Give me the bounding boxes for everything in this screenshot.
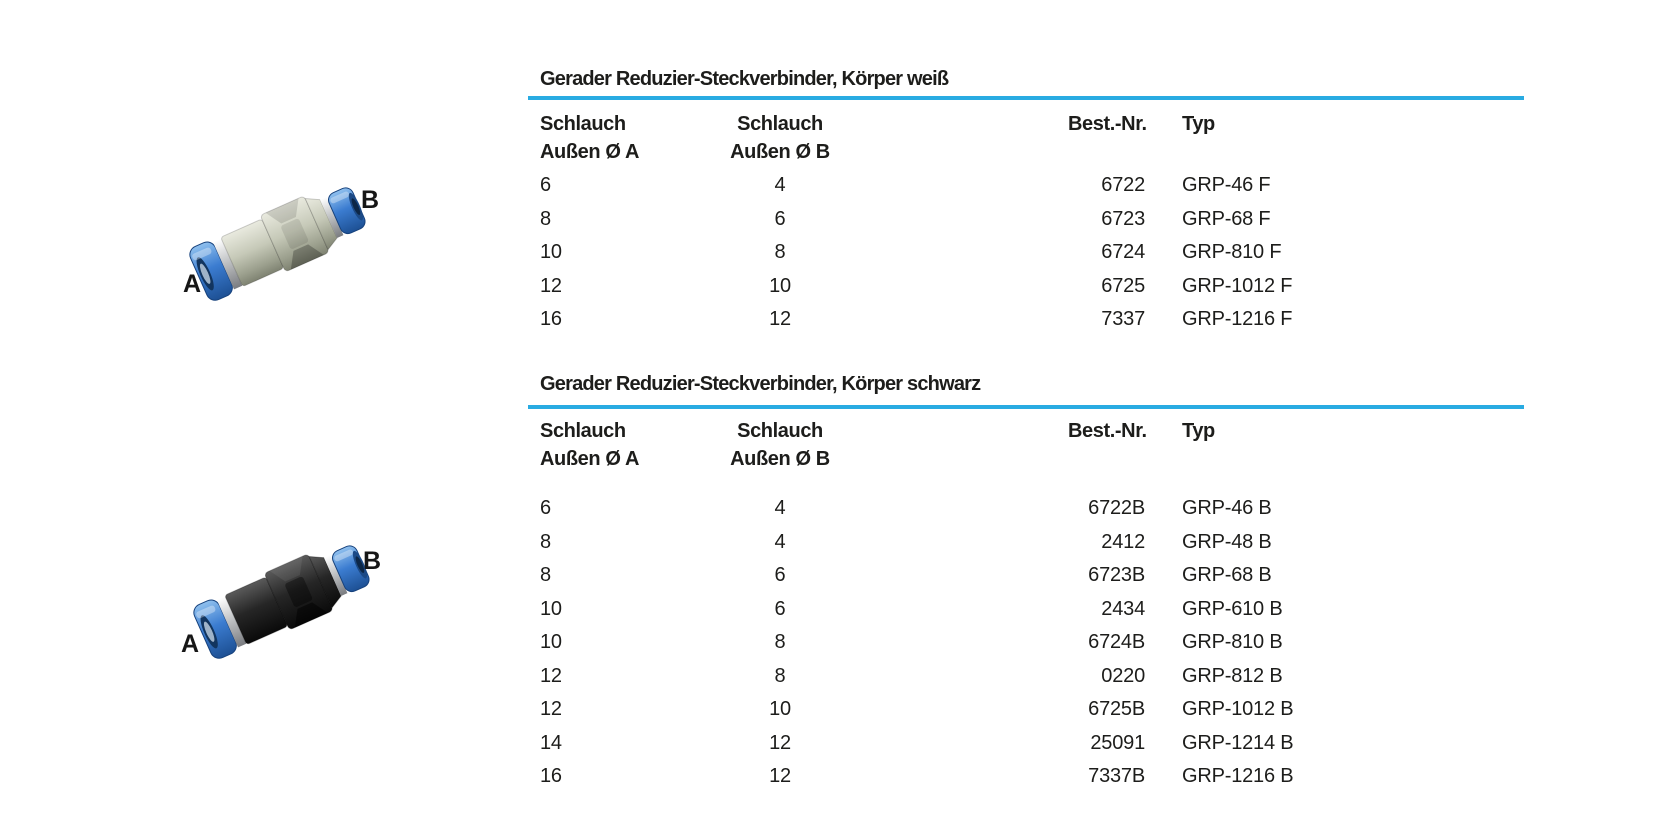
accent-rule bbox=[528, 96, 1524, 100]
cell-schlauch-aussen-b: 10 bbox=[769, 274, 791, 297]
table-title: Gerader Reduzier-Steckverbinder, Körper schwarz bbox=[540, 373, 981, 395]
black-connector-end-b-label: B bbox=[363, 547, 382, 575]
white-connector-end-a-label: A bbox=[183, 270, 202, 298]
cell-schlauch-aussen-a: 10 bbox=[540, 241, 562, 263]
cell-bestnr: 0220 bbox=[1101, 664, 1145, 687]
cell-schlauch-aussen-b: 8 bbox=[774, 631, 786, 653]
cell-typ: GRP-812 B bbox=[1182, 664, 1283, 687]
cell-schlauch-aussen-b: 6 bbox=[774, 597, 786, 620]
table-row bbox=[528, 727, 1524, 761]
cell-schlauch-aussen-b: 10 bbox=[769, 698, 791, 720]
cell-schlauch-aussen-a: 14 bbox=[540, 731, 562, 754]
cell-schlauch-aussen-b: 4 bbox=[774, 497, 786, 519]
cell-typ: GRP-610 B bbox=[1182, 597, 1283, 620]
cell-bestnr: 6722 bbox=[1101, 174, 1145, 196]
table-row bbox=[528, 492, 1524, 526]
cell-schlauch-aussen-b: 12 bbox=[769, 731, 791, 754]
cell-bestnr: 2434 bbox=[1101, 597, 1145, 620]
cell-typ: GRP-48 B bbox=[1182, 530, 1272, 553]
cell-bestnr: 7337 bbox=[1101, 308, 1145, 330]
cell-schlauch-aussen-a: 12 bbox=[540, 274, 562, 297]
cell-bestnr: 6724 bbox=[1101, 241, 1145, 263]
cell-schlauch-aussen-b: 4 bbox=[774, 530, 786, 553]
table-row bbox=[528, 236, 1524, 270]
cell-schlauch-aussen-a: 12 bbox=[540, 664, 562, 687]
column-header-schlauch-b: Schlauch Außen Ø B bbox=[730, 113, 830, 163]
cell-schlauch-aussen-b: 8 bbox=[774, 664, 786, 687]
cell-bestnr: 6725B bbox=[1088, 698, 1145, 720]
table-title: Gerader Reduzier-Steckverbinder, Körper weiß bbox=[540, 68, 949, 90]
product-photo-black-connector bbox=[187, 527, 383, 669]
cell-schlauch-aussen-a: 8 bbox=[540, 207, 551, 230]
column-header-bestnr: Best.-Nr. bbox=[1068, 113, 1147, 135]
cell-schlauch-aussen-a: 8 bbox=[540, 530, 551, 553]
cell-bestnr: 25091 bbox=[1090, 731, 1145, 754]
cell-schlauch-aussen-a: 10 bbox=[540, 597, 562, 620]
black-connector-illustration bbox=[187, 527, 383, 669]
table-row bbox=[528, 693, 1524, 727]
cell-bestnr: 6723 bbox=[1101, 207, 1145, 230]
table-row bbox=[528, 559, 1524, 593]
column-header-typ: Typ bbox=[1182, 113, 1215, 135]
cell-schlauch-aussen-b: 8 bbox=[774, 241, 786, 263]
table-section-koerper-weiss bbox=[528, 63, 1524, 363]
cell-typ: GRP-1216 B bbox=[1182, 765, 1294, 787]
table-row bbox=[528, 626, 1524, 660]
cell-typ: GRP-46 F bbox=[1182, 174, 1271, 196]
column-header-typ: Typ bbox=[1182, 420, 1215, 442]
cell-schlauch-aussen-b: 6 bbox=[774, 207, 786, 230]
cell-schlauch-aussen-a: 6 bbox=[540, 174, 551, 196]
column-header-schlauch-a: Schlauch Außen Ø A bbox=[540, 113, 639, 163]
accent-rule bbox=[528, 405, 1524, 409]
cell-bestnr: 6722B bbox=[1088, 497, 1145, 519]
cell-schlauch-aussen-b: 4 bbox=[774, 174, 786, 196]
cell-schlauch-aussen-a: 12 bbox=[540, 698, 562, 720]
cell-typ: GRP-46 B bbox=[1182, 497, 1272, 519]
cell-typ: GRP-1214 B bbox=[1182, 731, 1294, 754]
table-row bbox=[528, 270, 1524, 304]
black-connector-end-a-label: A bbox=[181, 630, 200, 658]
cell-schlauch-aussen-b: 12 bbox=[769, 765, 791, 787]
table-section-koerper-schwarz bbox=[528, 368, 1524, 808]
cell-schlauch-aussen-b: 12 bbox=[769, 308, 791, 330]
cell-bestnr: 6724B bbox=[1088, 631, 1145, 653]
cell-typ: GRP-68 F bbox=[1182, 207, 1271, 230]
column-header-schlauch-b: Schlauch Außen Ø B bbox=[730, 420, 830, 470]
cell-schlauch-aussen-a: 6 bbox=[540, 497, 551, 519]
table-row bbox=[528, 203, 1524, 237]
cell-typ: GRP-1012 B bbox=[1182, 698, 1294, 720]
cell-schlauch-aussen-b: 6 bbox=[774, 564, 786, 586]
cell-typ: GRP-68 B bbox=[1182, 564, 1272, 586]
table-row bbox=[528, 593, 1524, 627]
cell-schlauch-aussen-a: 10 bbox=[540, 631, 562, 653]
white-connector-end-b-label: B bbox=[361, 186, 380, 214]
cell-typ: GRP-1012 F bbox=[1182, 274, 1293, 297]
cell-schlauch-aussen-a: 8 bbox=[540, 564, 551, 586]
table-row bbox=[528, 303, 1524, 337]
cell-typ: GRP-810 B bbox=[1182, 631, 1283, 653]
product-photo-white-connector bbox=[183, 169, 379, 311]
table-row bbox=[528, 760, 1524, 794]
cell-schlauch-aussen-a: 16 bbox=[540, 308, 562, 330]
cell-bestnr: 2412 bbox=[1101, 530, 1145, 553]
white-connector-illustration bbox=[183, 169, 379, 311]
cell-schlauch-aussen-a: 16 bbox=[540, 765, 562, 787]
column-header-bestnr: Best.-Nr. bbox=[1068, 420, 1147, 442]
cell-typ: GRP-810 F bbox=[1182, 241, 1282, 263]
cell-bestnr: 6723B bbox=[1088, 564, 1145, 586]
table-body bbox=[528, 492, 1524, 794]
column-header-schlauch-a: Schlauch Außen Ø A bbox=[540, 420, 639, 470]
table-row bbox=[528, 169, 1524, 203]
cell-typ: GRP-1216 F bbox=[1182, 308, 1293, 330]
table-body bbox=[528, 169, 1524, 337]
cell-bestnr: 7337B bbox=[1088, 765, 1145, 787]
table-row bbox=[528, 660, 1524, 694]
table-row bbox=[528, 526, 1524, 560]
cell-bestnr: 6725 bbox=[1101, 274, 1145, 297]
